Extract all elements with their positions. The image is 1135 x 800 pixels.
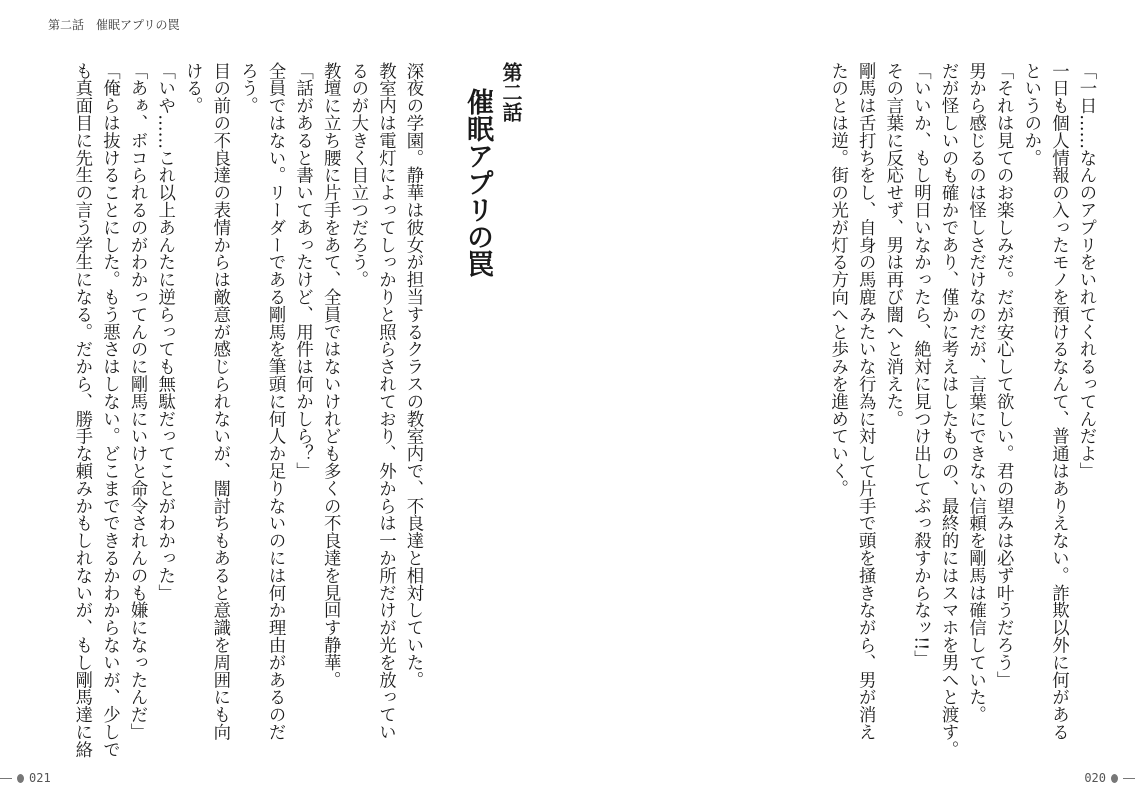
- text-line: 目の前の不良達の表情からは敵意が感じられないが、闇討ちもあると意識を周囲にも向: [209, 62, 230, 741]
- page-number-text: 020: [1084, 771, 1106, 785]
- chapter-title: [458, 62, 526, 322]
- page-number-text: 021: [29, 771, 51, 785]
- text-line: 「それは見てのお楽しみだ。だが安心して欲しい。君の望みは必ず叶うだろう」: [993, 62, 1014, 689]
- text-line: たのとは逆。街の光が灯る方向へと歩みを進めていく。: [827, 62, 848, 497]
- text-line: も真面目に先生の言う学生になる。だから、勝手な頼みかもしれないが、もし剛馬達に絡: [71, 62, 92, 758]
- folio-dot-icon: [1111, 774, 1118, 783]
- chapter-number: 第二話: [499, 62, 523, 122]
- text-line: 一日も個人情報の入ったモノを預けるなんて、普通はありえない。詐欺以外に何がある: [1048, 62, 1069, 741]
- text-line: その言葉に反応せず、男は再び闇へと消えた。: [882, 62, 903, 428]
- text-line: ける。: [182, 62, 203, 115]
- page-number-left: [0, 771, 51, 785]
- folio-rule: [0, 778, 12, 779]
- chapter-name: 催眠アプリの罠: [462, 88, 493, 277]
- text-line: 教壇に立ち腰に片手をあて、全員ではないけれども多くの不良達を見回す静華。: [320, 62, 341, 689]
- text-line: 「いや……これ以上あんたに逆らっても無駄だってことがわかった」: [154, 62, 175, 602]
- text-line: ろう。: [237, 62, 258, 115]
- left-page-body: [50, 62, 426, 774]
- folio-rule: [1123, 778, 1135, 779]
- text-line: 男から感じるのは怪しさだけなのだが、言葉にできない信頼を剛馬は確信していた。: [965, 62, 986, 724]
- text-line: だが怪しいのも確かであり、僅かに考えはしたものの、最終的にはスマホを男へと渡す。: [938, 62, 959, 758]
- text-line: 「いいか、もし明日いなかったら、絶対に見つけ出してぶっ殺すからなッ!!」: [910, 62, 931, 668]
- text-line: 剛馬は舌打ちをし、自身の馬鹿みたいな行為に対して片手で頭を掻きながら、男が消え: [855, 62, 876, 741]
- text-line: 「話があると書いてあったけど、用件は何かしら？」: [292, 62, 313, 480]
- page-number-right: [1084, 771, 1135, 785]
- text-line: というのか。: [1020, 62, 1041, 167]
- text-line: 「一日……なんのアプリをいれてくれるってんだよ」: [1076, 62, 1096, 480]
- text-line: 深夜の学園。静華は彼女が担当するクラスの教室内で、不良達と相対していた。: [403, 62, 423, 689]
- right-page-body: [799, 62, 1099, 774]
- running-header: 第二話 催眠アプリの罠: [48, 18, 180, 32]
- text-line: 「あぁ、ボコられるのがわかってんのに剛馬にいけと命令されんのも嫌になったんだ」: [127, 62, 148, 741]
- text-line: るのが大きく目立つだろう。: [347, 62, 368, 289]
- text-line: 教室内は電灯によってしっかりと照らされており、外からは一か所だけが光を放ってい: [375, 62, 396, 741]
- folio-dot-icon: [17, 774, 24, 783]
- text-line: 全員ではない。リーダーである剛馬を筆頭に何人か足りないのには何か理由があるのだ: [265, 62, 286, 741]
- text-line: 「俺らは抜けることにした。もう悪さはしない。どこまでできるかわからないが、少しで: [99, 62, 120, 758]
